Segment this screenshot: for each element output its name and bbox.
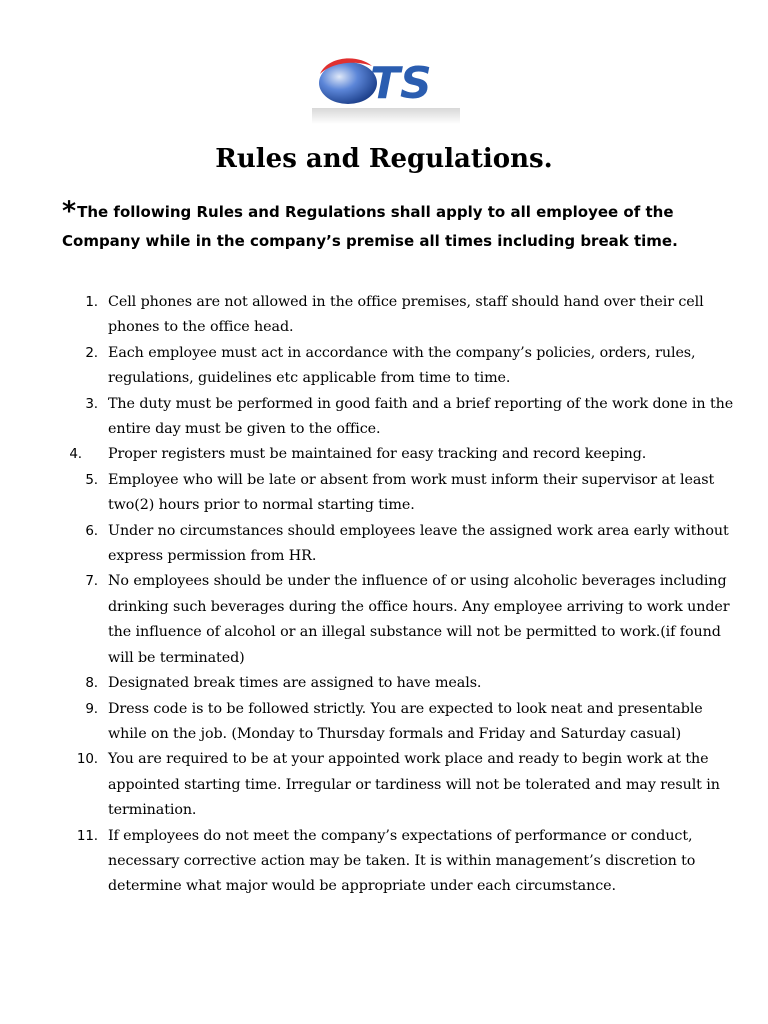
rule-item <box>60 569 740 671</box>
rule-item <box>60 442 740 467</box>
rule-item <box>60 671 740 696</box>
rule-number: 7. <box>85 573 98 590</box>
company-logo <box>310 52 460 128</box>
logo-text: TS <box>370 58 432 109</box>
rule-text: Cell phones are not allowed in the office premises, staff should hand over their cell phones to the office head. <box>108 294 704 336</box>
rule-number: 1. <box>85 294 98 310</box>
rule-number: 11. <box>76 827 98 844</box>
rule-number: 6. <box>85 522 98 539</box>
rule-text: You are required to be at your appointed work place and ready to begin work at the appointed starting time. Irregular or tardiness will not be tolerated and may result in termination. <box>108 751 720 819</box>
rules-list <box>60 290 740 900</box>
ots-logo-icon <box>310 52 460 128</box>
rule-item <box>60 824 740 900</box>
rule-number: 2. <box>85 344 98 361</box>
intro-marker: * <box>62 196 77 227</box>
rule-item <box>60 468 740 519</box>
rule-text: Proper registers must be maintained for easy tracking and record keeping. <box>108 446 647 463</box>
rule-item <box>60 697 740 748</box>
rule-number: 8. <box>85 675 98 692</box>
rule-number: 4. <box>69 446 82 463</box>
rule-item <box>60 290 740 341</box>
intro-paragraph <box>62 198 742 256</box>
rule-text: Employee who will be late or absent from work must inform their supervisor at least two(2) hours prior to normal starting time. <box>108 471 715 514</box>
logo-shadow <box>312 108 460 124</box>
rule-item <box>60 519 740 570</box>
rule-number: 3. <box>85 395 98 412</box>
rule-text: The duty must be performed in good faith and a brief reporting of the work done in the entire day must be given to the office. <box>108 395 734 438</box>
rule-text: No employees should be under the influence of or using alcoholic beverages including drinking such beverages during the office hours. Any employee arriving to work under the influence of alcohol or an illegal substance will not be permitted to work.(if found will be terminated) <box>108 573 730 666</box>
intro-text: The following Rules and Regulations shall apply to all employee of the Company while in the company’s premise all times including break time. <box>62 203 678 250</box>
rule-number: 9. <box>85 700 98 717</box>
rule-text: Designated break times are assigned to have meals. <box>108 675 482 692</box>
rule-text: Under no circumstances should employees leave the assigned work area early without express permission from HR. <box>108 522 729 565</box>
rule-number: 5. <box>85 471 98 488</box>
rule-item <box>60 341 740 392</box>
rule-text: Dress code is to be followed strictly. You are expected to look neat and presentable while on the job. (Monday to Thursday formals and Friday and Saturday casual) <box>108 700 703 742</box>
rule-text: Each employee must act in accordance with the company’s policies, orders, rules, regulations, guidelines etc applicable from time to time. <box>108 344 696 387</box>
rule-text: If employees do not meet the company’s expectations of performance or conduct, necessary corrective action may be taken. It is within management’s discretion to determine what major would be appropriate under each circumstance. <box>108 827 696 895</box>
rule-item <box>60 392 740 443</box>
page-title: Rules and Regulations. <box>215 144 553 174</box>
rule-item <box>60 747 740 823</box>
rule-number: 10. <box>76 751 98 768</box>
